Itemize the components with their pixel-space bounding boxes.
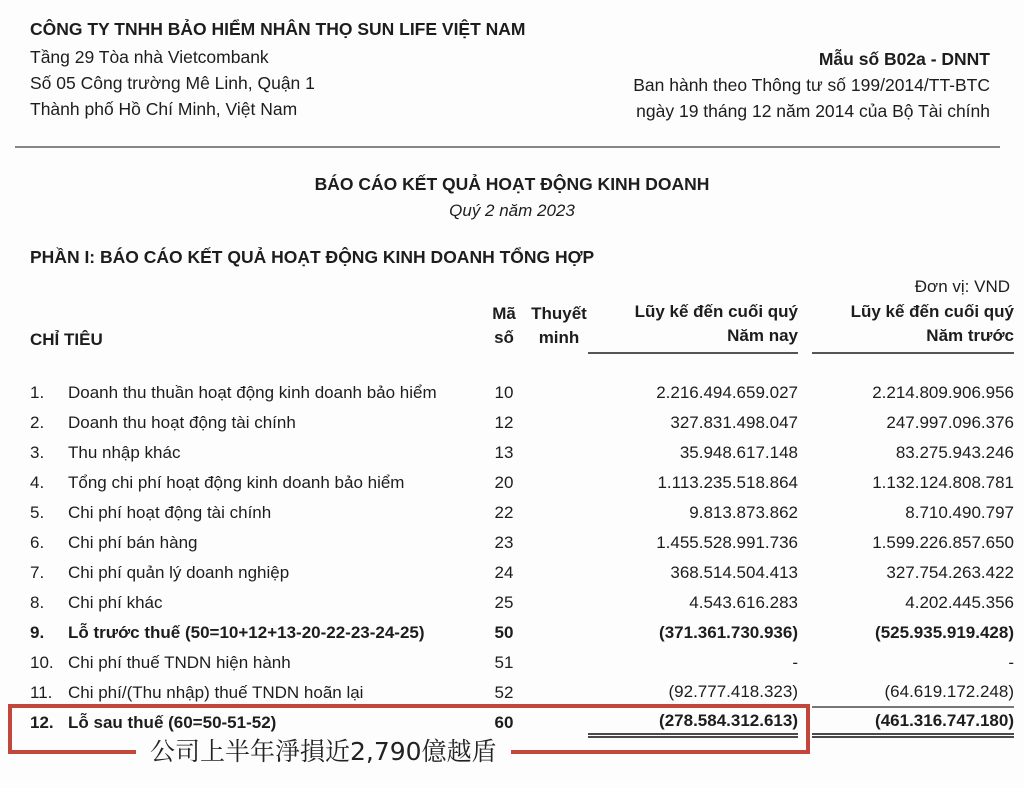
row-current-value: 1.113.235.518.864 (657, 473, 798, 492)
table-row (30, 498, 1014, 528)
row-number: 1. (30, 383, 45, 402)
row-prior-value: 1.132.124.808.781 (872, 473, 1014, 492)
company-address-line3: Thành phố Hồ Chí Minh, Việt Nam (30, 99, 298, 119)
row-prior-value: (525.935.919.428) (875, 623, 1014, 642)
table-row (30, 408, 1014, 438)
header-note (530, 302, 588, 354)
table-row (30, 558, 1014, 588)
table-row (30, 588, 1014, 618)
row-prior-value: 247.997.096.376 (886, 413, 1014, 432)
row-label: Lỗ trước thuế (50=10+12+13-20-22-23-24-25) (68, 623, 425, 642)
row-prior-value: 1.599.226.857.650 (872, 533, 1014, 552)
row-code: 22 (494, 503, 514, 522)
table-row (30, 648, 1014, 678)
row-prior-value: 8.710.490.797 (905, 503, 1014, 522)
form-reference (633, 46, 990, 124)
row-current-value: - (792, 653, 798, 672)
header-current-period (588, 300, 798, 354)
row-prior-value: (64.619.172.248) (812, 678, 1014, 708)
row-current-value: (92.777.418.323) (588, 678, 798, 708)
row-current-value: (278.584.312.613) (588, 708, 798, 738)
table-header-row (30, 298, 1014, 354)
row-current-value: 327.831.498.047 (670, 413, 798, 432)
table-row (30, 468, 1014, 498)
table-row (30, 378, 1014, 408)
form-circular-line1: Ban hành theo Thông tư số 199/2014/TT-BTC (633, 75, 990, 95)
row-current-value: 35.948.617.148 (679, 443, 798, 462)
row-code: 52 (494, 683, 514, 702)
row-number: 12. (30, 713, 54, 732)
row-code: 10 (494, 383, 514, 402)
row-current-value: 1.455.528.991.736 (656, 533, 798, 552)
row-prior-value: (461.316.747.180) (812, 708, 1014, 738)
currency-unit-label: Đơn vị: VND (914, 277, 1010, 296)
row-number: 9. (30, 623, 45, 642)
header-code-line1: Mã (492, 304, 516, 323)
annotation-text: 公司上半年淨損近2,790億越盾 (136, 736, 511, 768)
table-row (30, 438, 1014, 468)
row-code: 50 (494, 623, 514, 642)
row-prior-value: 327.754.263.422 (886, 563, 1014, 582)
row-current-value: 368.514.504.413 (670, 563, 798, 582)
header-current-line2: Năm nay (727, 326, 798, 345)
row-current-value: 2.216.494.659.027 (656, 383, 798, 402)
row-code: 24 (494, 563, 514, 582)
report-subtitle: Quý 2 năm 2023 (449, 201, 575, 220)
row-prior-value: 83.275.943.246 (895, 443, 1014, 462)
row-number: 3. (30, 443, 45, 462)
section-title: PHẦN I: BÁO CÁO KẾT QUẢ HOẠT ĐỘNG KINH DOANH TỔNG HỢP (30, 247, 595, 267)
row-number: 2. (30, 413, 45, 432)
row-current-value: 4.543.616.283 (689, 593, 798, 612)
company-letterhead (30, 16, 526, 122)
header-criteria: CHỈ TIÊU (30, 330, 103, 349)
row-prior-value: 4.202.445.356 (905, 593, 1014, 612)
header-note-line1: Thuyết (531, 304, 587, 323)
row-prior-value: 2.214.809.906.956 (872, 383, 1014, 402)
table-row (30, 528, 1014, 558)
company-name: CÔNG TY TNHH BẢO HIỂM NHÂN THỌ SUN LIFE VIỆT NAM (30, 19, 526, 39)
row-number: 10. (30, 653, 54, 672)
row-label: Chi phí/(Thu nhập) thuế TNDN hoãn lại (68, 683, 364, 702)
row-label: Chi phí quản lý doanh nghiệp (68, 563, 290, 582)
header-prior-line1: Lũy kế đến cuối quý (850, 302, 1014, 321)
header-prior-line2: Năm trước (926, 326, 1014, 345)
header-code-line2: số (494, 328, 514, 347)
header-prior-period (812, 300, 1014, 354)
row-prior-value: - (1008, 653, 1014, 672)
row-number: 7. (30, 563, 45, 582)
row-label: Thu nhập khác (68, 443, 181, 462)
row-number: 5. (30, 503, 45, 522)
company-address-line2: Số 05 Công trường Mê Linh, Quận 1 (30, 73, 315, 93)
row-number: 6. (30, 533, 45, 552)
row-label: Doanh thu thuần hoạt động kinh doanh bảo hiểm (68, 383, 437, 402)
row-code: 51 (494, 653, 514, 672)
company-address-line1: Tầng 29 Tòa nhà Vietcombank (30, 47, 269, 67)
row-current-value: (371.361.730.936) (659, 623, 798, 642)
row-code: 12 (494, 413, 514, 432)
row-label: Chi phí khác (68, 593, 163, 612)
row-label: Chi phí bán hàng (68, 533, 198, 552)
row-number: 8. (30, 593, 45, 612)
row-code: 20 (494, 473, 514, 492)
header-note-line2: minh (538, 328, 580, 347)
form-number: Mẫu số B02a - DNNT (818, 49, 990, 69)
row-label: Chi phí hoạt động tài chính (68, 503, 272, 522)
report-title: BÁO CÁO KẾT QUẢ HOẠT ĐỘNG KINH DOANH (314, 174, 710, 194)
row-label: Tổng chi phí hoạt động kinh doanh bảo hiểm (68, 473, 405, 492)
row-label: Chi phí thuế TNDN hiện hành (68, 653, 291, 672)
row-code: 25 (494, 593, 514, 612)
row-label: Lỗ sau thuế (60=50-51-52) (68, 713, 277, 732)
table-rows (30, 378, 1014, 738)
table-row (30, 618, 1014, 648)
header-current-line1: Lũy kế đến cuối quý (634, 302, 798, 321)
row-current-value: 9.813.873.862 (689, 503, 798, 522)
header-code (478, 302, 530, 354)
row-code: 60 (494, 713, 514, 732)
row-label: Doanh thu hoạt động tài chính (68, 413, 296, 432)
row-number: 11. (30, 683, 53, 702)
row-code: 13 (494, 443, 514, 462)
income-statement-table (30, 298, 1014, 738)
row-code: 23 (494, 533, 514, 552)
row-number: 4. (30, 473, 45, 492)
form-circular-line2: ngày 19 tháng 12 năm 2014 của Bộ Tài chính (636, 101, 990, 121)
letterhead-divider (15, 146, 1000, 148)
